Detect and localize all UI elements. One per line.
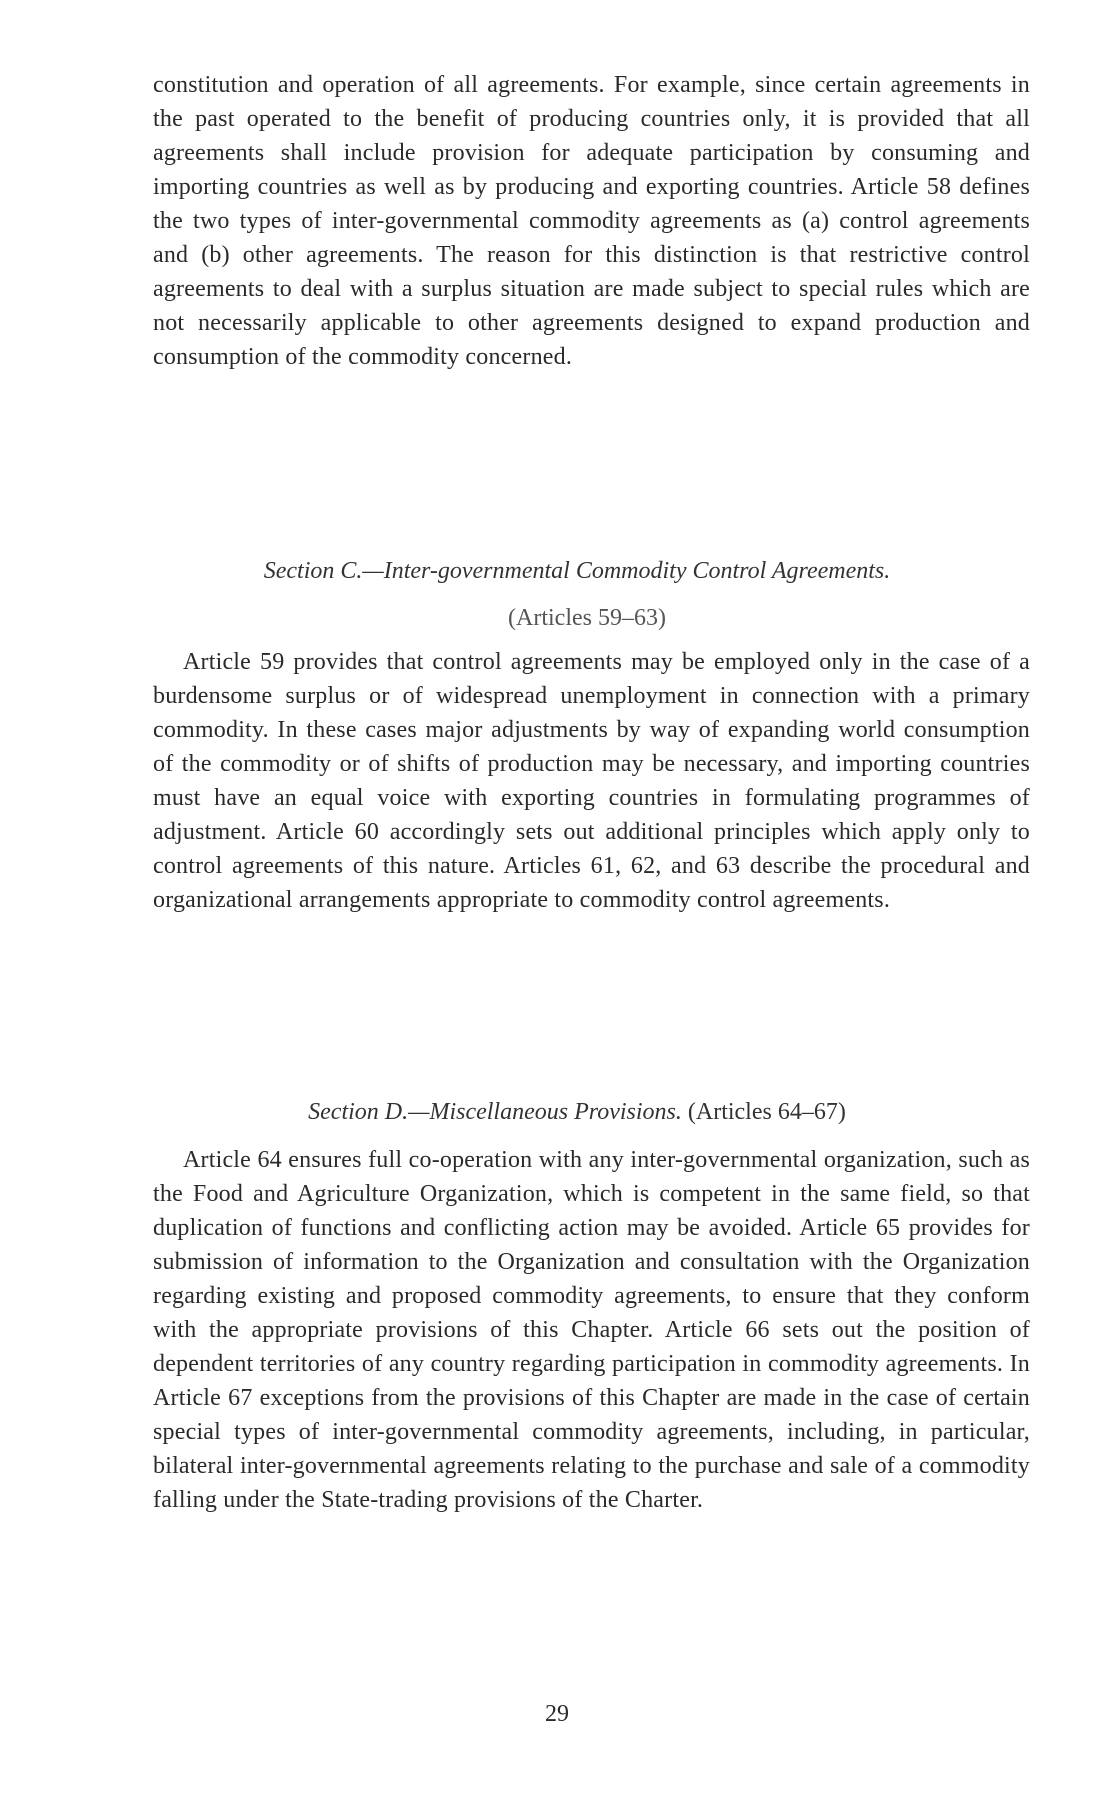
section-d-body: Article 64 ensures full co-operation with any inter-governmental organization, such as the Food and Agriculture Organization, which is competent in the same field, so that duplication of functions and conflicting action may be avoided. Article 65 provides for submission of information to the Organization and consultation with the Organization regarding existing and proposed commodity agreements, to ensure that they conform with the appropriate provisions of this Chapter. Article 66 sets out the position of dependent territories of any country regarding participation in commodity agreements. In Article 67 exceptions from the provisions of this Chapter are made in the case of certain special types of inter-governmental commodity agreements, including, in particular, bilateral inter-governmental agreements relating to the purchase and sale of a commodity falling under the State-trading provisions of the Charter.: [153, 1147, 1030, 1513]
section-c-articles: (Articles 59–63): [508, 605, 666, 631]
section-d-articles: (Articles 64–67): [687, 1099, 846, 1125]
section-c-heading: Section C.—Inter-governmental Commodity Control Agreements.: [263, 558, 891, 584]
section-d-heading-line: [20, 1095, 1114, 1129]
section-c-body: Article 59 provides that control agreements may be employed only in the case of a burdensome surplus or of widespread unemployment in connection with a primary commodity. In these cases major adjustments by way of expanding world consumption of the commodity or of shifts of production may be necessary, and importing countries must have an equal voice with exporting countries in formulating programmes of adjustment. Article 60 accordingly sets out additional principles which apply only to control agreements of this nature. Articles 61, 62, and 63 describe the procedural and organizational arrangements appropriate to commodity control agreements.: [153, 649, 1030, 913]
page-number: 29: [545, 1701, 569, 1727]
paragraph-agreements-intro: constitution and operation of all agreements. For example, since certain agreements in the past operated to the benefit of producing countries only, it is provided that all agreements shall include provision for adequate participation by consuming and importing countries as well as by producing and exporting countries. Article 58 defines the two types of inter-governmental commodity agreements as (a) control agreements and (b) other agreements. The reason for this distinction is that restrictive control agreements to deal with a surplus situation are made subject to special rules which are not necessarily applicable to other agreements designed to expand production and consumption of the commodity concerned.: [153, 72, 1030, 370]
section-d-heading: Section D.—Miscellaneous Provisions.: [308, 1099, 682, 1125]
